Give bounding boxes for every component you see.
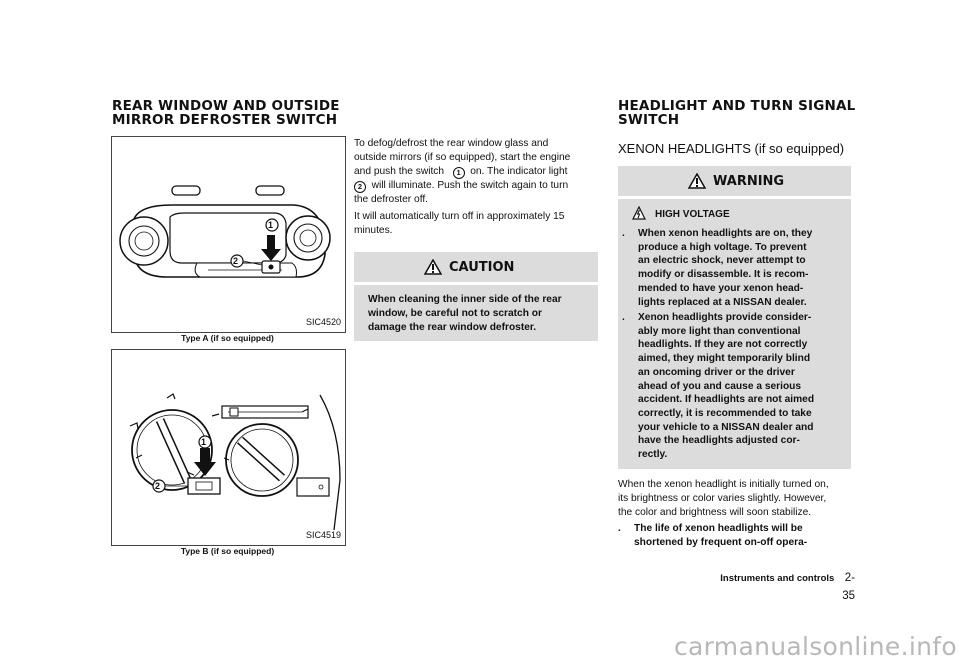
warning-item-1 <box>622 227 848 309</box>
caution-text <box>368 293 594 335</box>
footer-page-number: 2-35 <box>842 572 855 602</box>
caution-box <box>354 285 598 341</box>
footer-section: Instruments and controls <box>720 573 835 584</box>
w1-line: produce a high voltage. To prevent <box>638 241 807 253</box>
dashboard-illustration-a <box>112 137 345 332</box>
left-title-line2: MIRROR DEFROSTER SWITCH <box>112 112 338 128</box>
caution-line1: When cleaning the inner side of the rear <box>368 294 562 305</box>
w2-line: Xenon headlights provide consider- <box>638 312 812 323</box>
figure-a-caption: Type A (if so equipped) <box>181 333 274 343</box>
page-footer <box>715 568 855 604</box>
bullet-2: . <box>622 312 625 323</box>
warning-triangle-icon <box>688 173 706 189</box>
caution-heading: CAUTION <box>449 260 515 275</box>
w1-line: mended to have your xenon head- <box>638 282 804 294</box>
w2-line: correctly, it is recommended to take <box>638 407 812 419</box>
p1-line1: To defog/defrost the rear window glass and <box>354 138 549 149</box>
site-watermark: carmanualsonline.info <box>674 632 957 661</box>
w2-line: have the headlights adjusted cor- <box>638 435 800 447</box>
p1-line3-b: on. The indicator light <box>470 166 568 177</box>
high-voltage-icon <box>632 206 646 220</box>
callout-2-label-a: 2 <box>233 256 239 266</box>
defrost-paragraph-1 <box>354 137 598 207</box>
left-title-line1: REAR WINDOW AND OUTSIDE <box>112 98 340 114</box>
callout-1-label-a: 1 <box>268 220 274 230</box>
p1-line2: outside mirrors (if so equipped), start the engine <box>354 152 571 163</box>
right-section-title <box>618 99 855 127</box>
left-section-title <box>112 99 340 127</box>
caution-line2: window, be careful not to scratch or <box>368 308 542 319</box>
defrost-paragraph-2 <box>354 210 598 238</box>
life-line1: The life of xenon headlights will be <box>634 523 803 534</box>
right-title-line1: HEADLIGHT AND TURN SIGNAL <box>618 98 856 114</box>
xenon-subheading: XENON HEADLIGHTS (if so equipped) <box>618 141 845 156</box>
xenon-paragraph <box>618 478 854 520</box>
w1-line: When xenon headlights are on, they <box>638 228 813 239</box>
life-line2: shortened by frequent on-off opera- <box>634 536 808 548</box>
p2-line2: minutes. <box>354 225 393 236</box>
caution-header <box>354 252 598 282</box>
figure-type-a <box>111 136 346 333</box>
w2-line: aimed, they might temporarily blind <box>638 353 811 365</box>
w1-line: lights replaced at a NISSAN dealer. <box>638 296 807 308</box>
callout-1-inline: 1 <box>453 167 465 179</box>
xenon-para-line2: its brightness or color varies slightly. However, <box>618 493 827 504</box>
warning-heading: WARNING <box>713 174 785 189</box>
figure-a-code: SIC4520 <box>305 317 341 327</box>
warning-header <box>618 166 851 196</box>
w2-line: ably more light than conventional <box>638 325 801 337</box>
w2-line: headlights. If they are not correctly <box>638 339 808 351</box>
figure-b-caption: Type B (if so equipped) <box>180 546 275 556</box>
dashboard-illustration-b <box>112 350 345 545</box>
callout-2-label-b: 2 <box>155 481 161 491</box>
xenon-life-item <box>618 522 854 549</box>
p1-line5: the defroster off. <box>354 194 428 205</box>
callout-2-inline: 2 <box>354 181 366 193</box>
xenon-para-line1: When the xenon headlight is initially turned on, <box>618 479 829 490</box>
w2-line: an oncoming driver or the driver <box>638 366 795 378</box>
high-voltage-label: HIGH VOLTAGE <box>655 209 730 220</box>
caution-triangle-icon <box>424 259 442 275</box>
w2-line: rectly. <box>638 449 668 461</box>
p1-line3 <box>354 165 598 179</box>
p2-line1: It will automatically turn off in approximately 15 <box>354 211 565 222</box>
xenon-para-line3: the color and brightness will soon stabilize. <box>618 507 812 518</box>
bullet-3: . <box>618 523 621 534</box>
figure-type-b <box>111 349 346 546</box>
w2-line: ahead of you and cause a serious <box>638 380 802 392</box>
w2-line: your vehicle to a NISSAN dealer and <box>638 421 814 433</box>
p1-line4 <box>354 179 598 193</box>
w2-line: accident. If headlights are not aimed <box>638 394 815 406</box>
w1-line: an electric shock, never attempt to <box>638 255 806 267</box>
warning-item-2 <box>622 311 848 462</box>
caution-line3: damage the rear window defroster. <box>368 322 537 333</box>
p1-line3-a: and push the switch <box>354 166 445 177</box>
bullet-1: . <box>622 228 625 239</box>
warning-box <box>618 199 851 469</box>
w1-line: modify or disassemble. It is recom- <box>638 269 809 281</box>
figure-b-code: SIC4519 <box>305 530 341 540</box>
p1-line4-b: will illuminate. Push the switch again to turn <box>371 180 569 191</box>
callout-1-label-b: 1 <box>201 437 207 447</box>
right-title-line2: SWITCH <box>618 112 680 128</box>
